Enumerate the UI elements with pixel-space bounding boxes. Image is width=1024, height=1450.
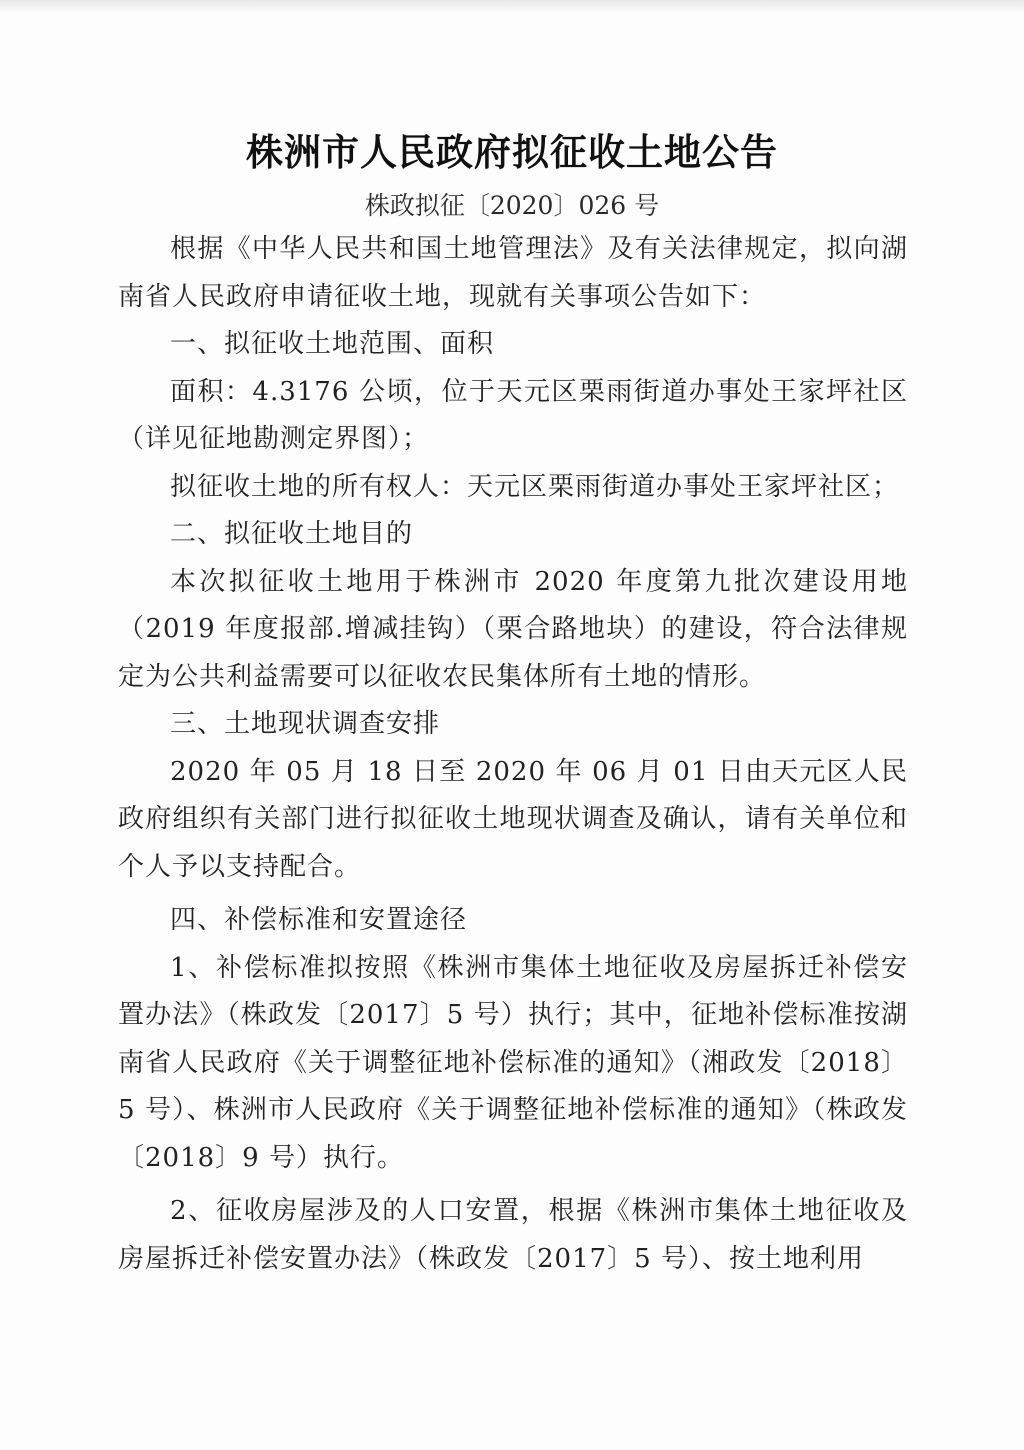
paragraph-resettlement: 2、征收房屋涉及的人口安置，根据《株洲市集体土地征收及房屋拆迁补偿安置办法》（株政发〔2017〕5 号）、按土地利用	[118, 1196, 908, 1274]
section-heading-4: 四、补偿标准和安置途径	[170, 905, 468, 935]
paragraph-survey: 2020 年 05 月 18 日至 2020 年 06 月 01 日由天元区人民政府组织有关部门进行拟征收土地现状调查及确认，请有关单位和个人予以支持配合。	[118, 756, 908, 882]
paragraph-area: 面积：4.3176 公顷，位于天元区栗雨街道办事处王家坪社区（详见征地勘测定界图）；	[118, 376, 908, 454]
document-number: 株政拟征〔2020〕026 号	[364, 191, 660, 220]
document-body	[118, 226, 908, 1283]
section-heading-2: 二、拟征收土地目的	[170, 519, 414, 549]
paragraph-compensation: 1、补偿标准拟按照《株洲市集体土地征收及房屋拆迁补偿安置办法》（株政发〔2017〕5 号）执行；其中，征地补偿标准按湖南省人民政府《关于调整征地补偿标准的通知》（湘政发〔2018〕5 号）、株洲市人民政府《关于调整征地补偿标准的通知》（株政发〔2018〕9 号）执行。	[118, 952, 908, 1173]
paragraph-owner: 拟征收土地的所有权人：天元区栗雨街道办事处王家坪社区；	[170, 471, 900, 502]
document-title: 株洲市人民政府拟征收土地公告	[246, 130, 778, 174]
paragraph-purpose: 本次拟征收土地用于株洲市 2020 年度第九批次建设用地（2019 年度报部.增减挂钩）（栗合路地块）的建设，符合法律规定为公共利益需要可以征收农民集体所有土地的情形。	[118, 566, 908, 692]
section-heading-3: 三、土地现状调查安排	[170, 709, 441, 739]
paragraph-intro: 根据《中华人民共和国土地管理法》及有关法律规定，拟向湖南省人民政府申请征收土地，现就有关事项公告如下：	[118, 234, 908, 312]
section-heading-1: 一、拟征收土地范围、面积	[170, 329, 495, 359]
scan-edge-shadow	[0, 0, 1024, 14]
